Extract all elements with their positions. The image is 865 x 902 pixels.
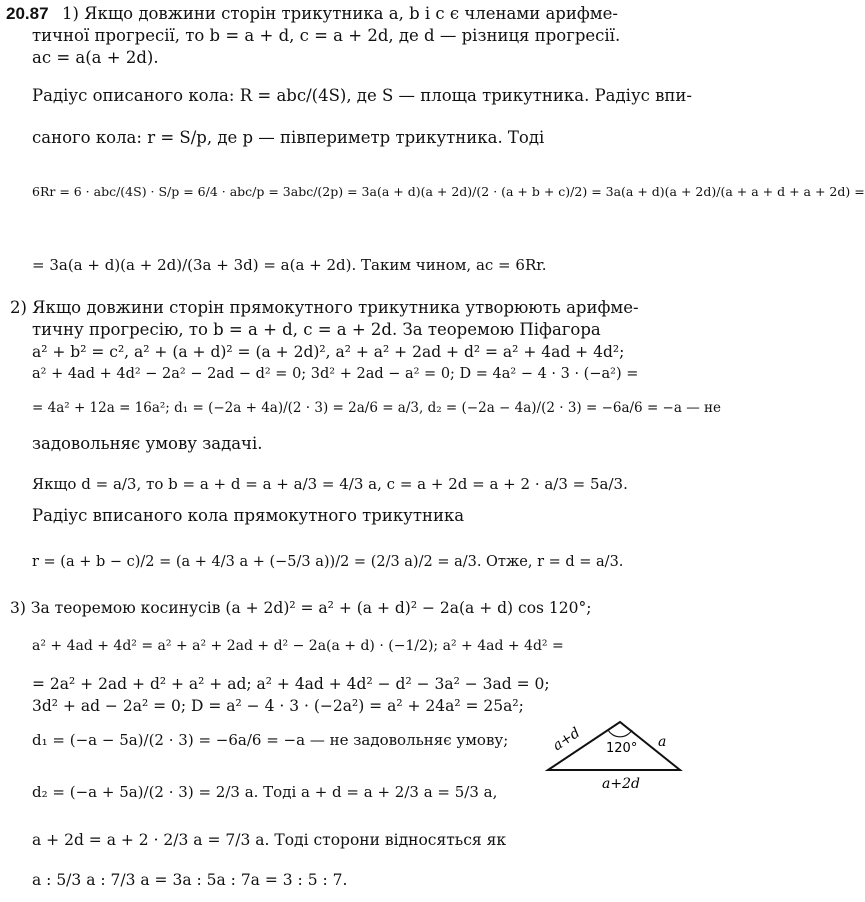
formula-line: a² + 4ad + 4d² − 2a² − 2ad − d² = 0; 3d² + 2ad − a² = 0; D = 4a² − 4 · 3 · (−a²) = xyxy=(32,366,639,382)
formula-line: 3d² + ad − 2a² = 0; D = a² − 4 · 3 · (−2a²) = a² + 24a² = 25a²; xyxy=(32,697,524,715)
text-line: 3) За теоремою косинусів (a + 2d)² = a² + (a + d)² − 2a(a + d) cos 120°; xyxy=(10,599,592,617)
angle-label: 120° xyxy=(606,741,638,756)
formula-line: = 2a² + 2ad + d² + a² + ad; a² + 4ad + 4d² − d² − 3a² − 3ad = 0; xyxy=(32,675,550,693)
formula-line: Якщо d = a/3, то b = a + d = a + a/3 = 4/3 a, c = a + 2d = a + 2 · a/3 = 5a/3. xyxy=(32,475,628,493)
text-line: ac = a(a + 2d). xyxy=(32,48,159,67)
side-label-bottom: a+2d xyxy=(602,776,640,792)
triangle-figure xyxy=(540,712,690,792)
formula-line: = 3a(a + d)(a + 2d)/(3a + 3d) = a(a + 2d). Таким чином, ac = 6Rr. xyxy=(32,256,547,274)
text-line: саного кола: r = S/p, де p — півпериметр трикутника. Тоді xyxy=(32,128,545,147)
formula-line: a² + 4ad + 4d² = a² + a² + 2ad + d² − 2a(a + d) · (−1/2); a² + 4ad + 4d² = xyxy=(32,638,564,654)
problem-number: 20.87 xyxy=(6,4,49,23)
formula-line: 6Rr = 6 · abc/(4S) · S/p = 6/4 · abc/p = 3abc/(2p) = 3a(a + d)(a + 2d)/(2 · (a + b + c)/2) = 3a(a + d)(a + 2d)/(a + a + d + a + 2d) = xyxy=(32,184,865,199)
formula-line: = 4a² + 12a = 16a²; d₁ = (−2a + 4a)/(2 · 3) = 2a/6 = a/3, d₂ = (−2a − 4a)/(2 · 3) = −6a/6 = −a — не xyxy=(32,400,721,416)
text-line: Радіус описаного кола: R = abc/(4S), де S — площа трикутника. Радіус впи- xyxy=(32,86,692,105)
formula-line: r = (a + b − c)/2 = (a + 4/3 a + (−5/3 a))/2 = (2/3 a)/2 = a/3. Отже, r = d = a/3. xyxy=(32,554,624,570)
text-line: 2) Якщо довжини сторін прямокутного трикутника утворюють арифме- xyxy=(10,298,639,317)
text-line: 1) Якщо довжини сторін трикутника a, b і c є членами арифме- xyxy=(62,4,618,23)
formula-line: d₁ = (−a − 5a)/(2 · 3) = −6a/6 = −a — не задовольняє умову; xyxy=(32,731,509,749)
text-line: задовольняє умову задачі. xyxy=(32,434,263,453)
side-label-right: a xyxy=(658,734,667,750)
text-line: тичну прогресію, то b = a + d, c = a + 2d. За теоремою Піфагора xyxy=(32,320,601,339)
formula-line: a : 5/3 a : 7/3 a = 3a : 5a : 7a = 3 : 5 : 7. xyxy=(32,871,348,889)
text-line: Радіус вписаного кола прямокутного трикутника xyxy=(32,506,465,525)
formula-line: a² + b² = c², a² + (a + d)² = (a + 2d)², a² + a² + 2ad + d² = a² + 4ad + 4d²; xyxy=(32,343,625,361)
side-label-left: a+d xyxy=(550,724,584,755)
formula-line: d₂ = (−a + 5a)/(2 · 3) = 2/3 a. Тоді a + d = a + 2/3 a = 5/3 a, xyxy=(32,783,498,801)
angle-arc xyxy=(608,730,632,737)
text-line: тичної прогресії, то b = a + d, c = a + 2d, де d — різниця прогресії. xyxy=(32,26,621,45)
formula-line: a + 2d = a + 2 · 2/3 a = 7/3 a. Тоді сторони відносяться як xyxy=(32,831,507,849)
